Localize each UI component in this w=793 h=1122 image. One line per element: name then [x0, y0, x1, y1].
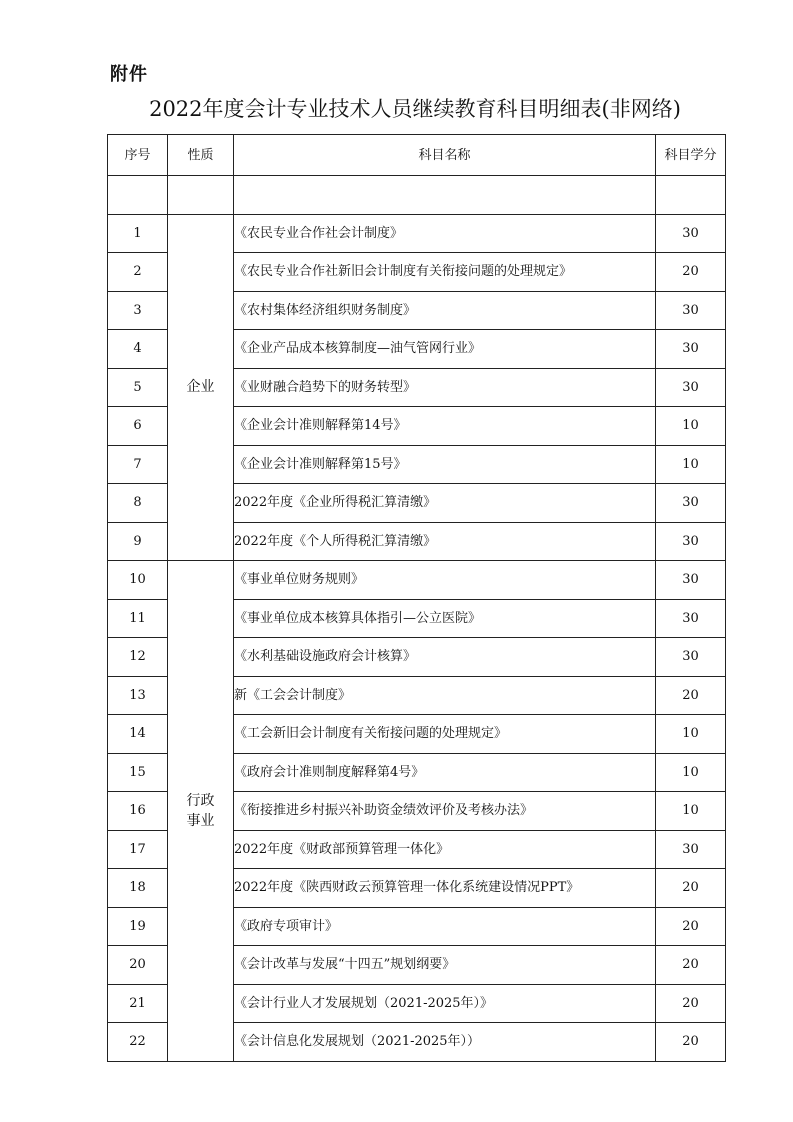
row-seq: 14 — [108, 715, 168, 754]
row-course-name: 《会计信息化发展规划（2021-2025年）） — [234, 1023, 656, 1062]
header-gap — [108, 176, 726, 215]
row-course-name: 2022年度《个人所得税汇算清缴》 — [234, 522, 656, 561]
row-seq: 17 — [108, 830, 168, 869]
table-header-row — [108, 135, 726, 176]
row-course-name: 新《工会会计制度》 — [234, 676, 656, 715]
row-seq: 11 — [108, 599, 168, 638]
table-row — [108, 214, 726, 253]
row-credits: 20 — [656, 984, 726, 1023]
row-seq: 4 — [108, 330, 168, 369]
row-credits: 20 — [656, 1023, 726, 1062]
row-seq: 3 — [108, 291, 168, 330]
row-credits: 10 — [656, 753, 726, 792]
row-course-name: 《事业单位财务规则》 — [234, 561, 656, 600]
row-nature-group — [168, 214, 234, 561]
row-course-name: 《业财融合趋势下的财务转型》 — [234, 368, 656, 407]
row-credits: 10 — [656, 445, 726, 484]
row-course-name: 2022年度《财政部预算管理一体化》 — [234, 830, 656, 869]
row-course-name: 《政府会计准则制度解释第4号》 — [234, 753, 656, 792]
row-credits: 30 — [656, 638, 726, 677]
row-course-name: 《会计改革与发展“十四五”规划纲要》 — [234, 946, 656, 985]
table-body — [108, 214, 726, 1061]
course-table — [107, 134, 726, 1062]
row-credits: 30 — [656, 368, 726, 407]
row-seq: 8 — [108, 484, 168, 523]
row-course-name: 《农民专业合作社会计制度》 — [234, 214, 656, 253]
attachment-label: 附件 — [110, 64, 148, 85]
row-seq: 6 — [108, 407, 168, 446]
row-course-name: 《企业会计准则解释第14号》 — [234, 407, 656, 446]
row-seq: 22 — [108, 1023, 168, 1062]
row-credits: 20 — [656, 676, 726, 715]
row-credits: 20 — [656, 869, 726, 908]
row-credits: 30 — [656, 599, 726, 638]
row-seq: 15 — [108, 753, 168, 792]
row-seq: 21 — [108, 984, 168, 1023]
row-seq: 9 — [108, 522, 168, 561]
row-seq: 2 — [108, 253, 168, 292]
row-seq: 1 — [108, 214, 168, 253]
row-course-name: 《工会新旧会计制度有关衔接问题的处理规定》 — [234, 715, 656, 754]
row-seq: 13 — [108, 676, 168, 715]
row-credits: 30 — [656, 330, 726, 369]
row-course-name: 《衔接推进乡村振兴补助资金绩效评价及考核办法》 — [234, 792, 656, 831]
nature-label: 行政事业 — [186, 792, 215, 829]
row-course-name: 《企业产品成本核算制度—油气管网行业》 — [234, 330, 656, 369]
row-credits: 30 — [656, 291, 726, 330]
row-credits: 10 — [656, 407, 726, 446]
nature-label: 企业 — [186, 379, 215, 396]
row-course-name: 《事业单位成本核算具体指引—公立医院》 — [234, 599, 656, 638]
row-seq: 18 — [108, 869, 168, 908]
row-credits: 30 — [656, 561, 726, 600]
row-course-name: 《会计行业人才发展规划（2021-2025年）》 — [234, 984, 656, 1023]
row-seq: 19 — [108, 907, 168, 946]
row-credits: 10 — [656, 792, 726, 831]
row-seq: 16 — [108, 792, 168, 831]
row-seq: 5 — [108, 368, 168, 407]
header-credits: 科目学分 — [656, 135, 726, 176]
row-course-name: 《农民专业合作社新旧会计制度有关衔接问题的处理规定》 — [234, 253, 656, 292]
row-course-name: 《水利基础设施政府会计核算》 — [234, 638, 656, 677]
row-course-name: 《政府专项审计》 — [234, 907, 656, 946]
document-title: 2022年度会计专业技术人员继续教育科目明细表(非网络) — [149, 97, 681, 121]
row-course-name: 《企业会计准则解释第15号》 — [234, 445, 656, 484]
row-credits: 30 — [656, 484, 726, 523]
row-credits: 10 — [656, 715, 726, 754]
row-seq: 12 — [108, 638, 168, 677]
row-credits: 30 — [656, 522, 726, 561]
row-seq: 10 — [108, 561, 168, 600]
row-credits: 30 — [656, 830, 726, 869]
row-credits: 20 — [656, 253, 726, 292]
row-credits: 20 — [656, 907, 726, 946]
row-seq: 20 — [108, 946, 168, 985]
header-seq: 序号 — [108, 135, 168, 176]
row-nature-group — [168, 561, 234, 1062]
header-nature: 性质 — [168, 135, 234, 176]
row-seq: 7 — [108, 445, 168, 484]
header-name: 科目名称 — [234, 135, 656, 176]
row-credits: 30 — [656, 214, 726, 253]
row-course-name: 《农村集体经济组织财务制度》 — [234, 291, 656, 330]
table-row — [108, 561, 726, 600]
row-credits: 20 — [656, 946, 726, 985]
row-course-name: 2022年度《陕西财政云预算管理一体化系统建设情况PPT》 — [234, 869, 656, 908]
row-course-name: 2022年度《企业所得税汇算清缴》 — [234, 484, 656, 523]
